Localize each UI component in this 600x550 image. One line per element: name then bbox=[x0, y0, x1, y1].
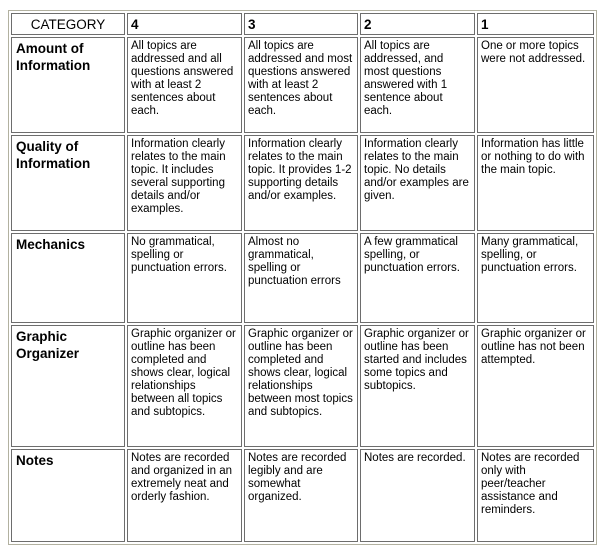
rubric-table bbox=[8, 10, 597, 545]
rubric-cell-notes-3: Notes are recorded legibly and are somewhat organized. bbox=[244, 449, 358, 542]
rubric-cell-mechanics-3: Almost no grammatical, spelling or punctuation errors bbox=[244, 233, 358, 323]
rubric-cell-quality-3: Information clearly relates to the main topic. It provides 1-2 supporting details and/or examples. bbox=[244, 135, 358, 231]
rubric-cell-quality-4: Information clearly relates to the main topic. It includes several supporting details and/or examples. bbox=[127, 135, 242, 231]
rubric-cell-organizer-3: Graphic organizer or outline has been completed and shows clear, logical relationships between most topics and subtopics. bbox=[244, 325, 358, 447]
rubric-cell-mechanics-2: A few grammatical spelling, or punctuation errors. bbox=[360, 233, 475, 323]
rubric-cell-mechanics-1: Many grammatical, spelling, or punctuation errors. bbox=[477, 233, 594, 323]
column-header-score-3: 3 bbox=[244, 13, 358, 35]
column-header-score-1: 1 bbox=[477, 13, 594, 35]
column-header-category: CATEGORY bbox=[11, 13, 125, 35]
rubric-cell-notes-2: Notes are recorded. bbox=[360, 449, 475, 542]
row-label-notes: Notes bbox=[11, 449, 125, 542]
rubric-cell-amount-3: All topics are addressed and most questions answered with at least 2 sentences about each. bbox=[244, 37, 358, 133]
rubric-cell-quality-1: Information has little or nothing to do with the main topic. bbox=[477, 135, 594, 231]
rubric-cell-notes-1: Notes are recorded only with peer/teacher assistance and reminders. bbox=[477, 449, 594, 542]
table-row-mechanics bbox=[11, 233, 594, 323]
table-row-graphic-organizer bbox=[11, 325, 594, 447]
rubric-cell-amount-4: All topics are addressed and all questions answered with at least 2 sentences about each. bbox=[127, 37, 242, 133]
table-row-notes bbox=[11, 449, 594, 542]
column-header-score-4: 4 bbox=[127, 13, 242, 35]
row-label-mechanics: Mechanics bbox=[11, 233, 125, 323]
rubric-cell-organizer-1: Graphic organizer or outline has not been attempted. bbox=[477, 325, 594, 447]
rubric-cell-amount-2: All topics are addressed, and most questions answered with 1 sentence about each. bbox=[360, 37, 475, 133]
row-label-amount-of-information: Amount of Information bbox=[11, 37, 125, 133]
row-label-quality-of-information: Quality of Information bbox=[11, 135, 125, 231]
column-header-score-2: 2 bbox=[360, 13, 475, 35]
header-row bbox=[11, 13, 594, 35]
table-row-quality-of-information bbox=[11, 135, 594, 231]
row-label-graphic-organizer: Graphic Organizer bbox=[11, 325, 125, 447]
rubric-cell-quality-2: Information clearly relates to the main topic. No details and/or examples are given. bbox=[360, 135, 475, 231]
rubric-cell-organizer-2: Graphic organizer or outline has been started and includes some topics and subtopics. bbox=[360, 325, 475, 447]
rubric-cell-mechanics-4: No grammatical, spelling or punctuation errors. bbox=[127, 233, 242, 323]
table-row-amount-of-information bbox=[11, 37, 594, 133]
rubric-cell-organizer-4: Graphic organizer or outline has been completed and shows clear, logical relationships between all topics and subtopics. bbox=[127, 325, 242, 447]
rubric-cell-amount-1: One or more topics were not addressed. bbox=[477, 37, 594, 133]
rubric-cell-notes-4: Notes are recorded and organized in an extremely neat and orderly fashion. bbox=[127, 449, 242, 542]
